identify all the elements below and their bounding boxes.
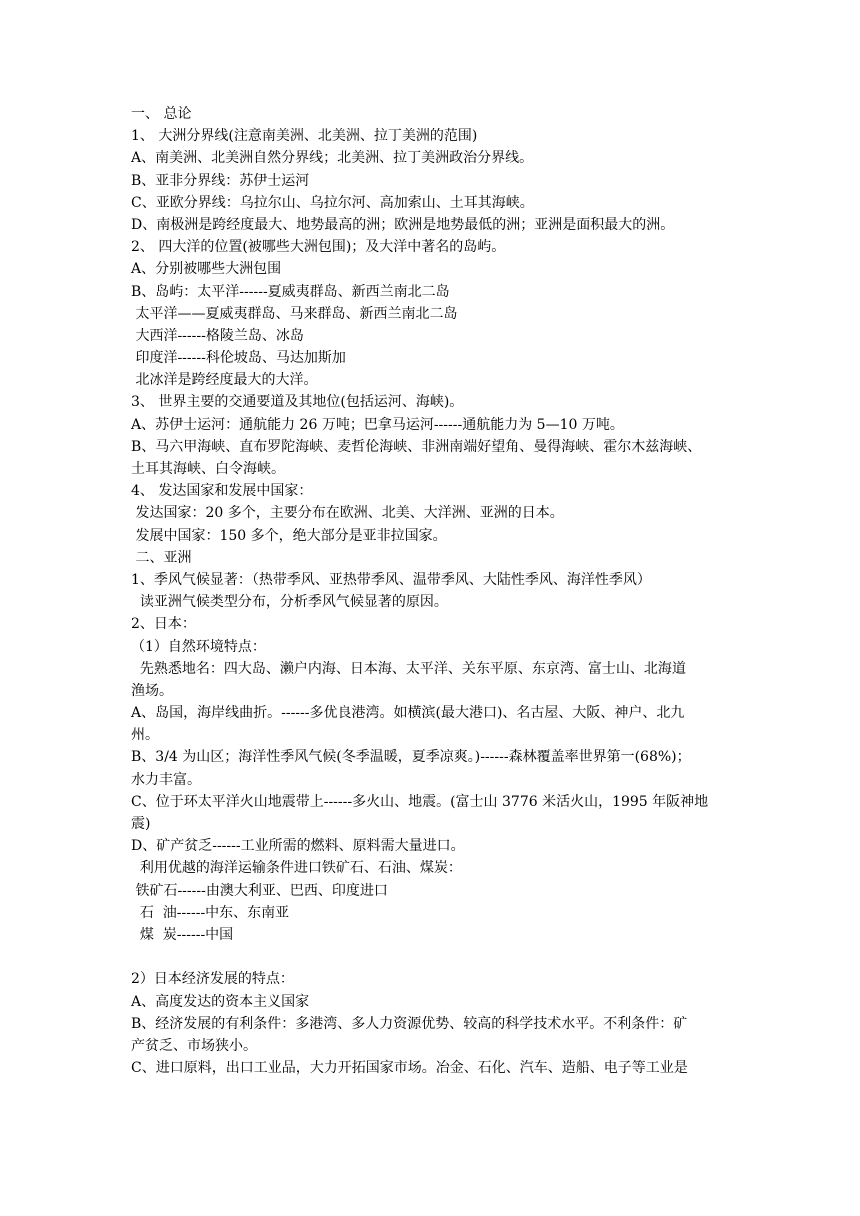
text-line: 州。 — [131, 727, 159, 744]
text-line: 太平洋——夏威夷群岛、马来群岛、新西兰南北二岛 — [131, 305, 458, 322]
text-line: B、3/4 为山区；海洋性季风气候(冬季温暖，夏季凉爽。)------森林覆盖率世界第一(68%)； — [131, 749, 691, 766]
text-line: 4、 发达国家和发展中国家： — [131, 483, 313, 500]
text-line: 发达国家：20 多个，主要分布在欧洲、北美、大洋洲、亚洲的日本。 — [131, 505, 564, 522]
text-line: C、进口原料，出口工业品，大力开拓国家市场。冶金、石化、汽车、造船、电子等工业是 — [131, 1060, 688, 1077]
text-line: 震) — [131, 816, 151, 832]
text-line: A、高度发达的资本主义国家 — [131, 993, 310, 1010]
text-line: B、亚非分界线：苏伊士运河 — [131, 172, 310, 189]
text-line: 发展中国家：150 多个，绝大部分是亚非拉国家。 — [131, 527, 447, 544]
text-line: D、矿产贫乏------工业所需的燃料、原料需大量进口。 — [131, 838, 465, 855]
text-line: 先熟悉地名：四大岛、濑户内海、日本海、太平洋、关东平原、东京湾、富士山、北海道 — [131, 660, 686, 677]
text-line: 3、 世界主要的交通要道及其地位(包括运河、海峡)。 — [131, 394, 464, 411]
text-line: 煤 炭------中国 — [131, 926, 234, 943]
text-line: 印度洋------科伦坡岛、马达加斯加 — [131, 350, 346, 367]
document-body — [131, 103, 737, 1079]
text-line: 二、亚洲 — [131, 549, 192, 566]
text-line: B、经济发展的有利条件：多港湾、多人力资源优势、较高的科学技术水平。不利条件：矿 — [131, 1015, 688, 1032]
text-line: 2、日本： — [131, 616, 196, 633]
text-line: C、亚欧分界线：乌拉尔山、乌拉尔河、高加索山、土耳其海峡。 — [131, 194, 534, 211]
text-line: 利用优越的海洋运输条件进口铁矿石、石油、煤炭： — [131, 860, 462, 877]
text-line: 渔场。 — [131, 682, 173, 699]
text-line: 大西洋------格陵兰岛、冰岛 — [131, 327, 304, 344]
text-line: 1、 大洲分界线(注意南美洲、北美洲、拉丁美洲的范围) — [131, 128, 478, 145]
text-line: 铁矿石------由澳大利亚、巴西、印度进口 — [131, 882, 388, 899]
text-line: A、岛国，海岸线曲折。------多优良港湾。如横滨(最大港口)、名古屋、大阪、神户、北九 — [131, 705, 685, 722]
text-line: 石 油------中东、东南亚 — [131, 904, 290, 921]
text-line: A、苏伊士运河：通航能力 26 万吨；巴拿马运河------通航能力为 5—10 万吨。 — [131, 416, 624, 433]
text-line: 产贫乏、市场狭小。 — [131, 1037, 257, 1054]
text-line: D、南极洲是跨经度最大、地势最高的洲；欧洲是地势最低的洲；亚洲是面积最大的洲。 — [131, 216, 675, 233]
text-line: （1）自然环境特点： — [131, 638, 266, 655]
text-line: 1、季风气候显著：（热带季风、亚热带季风、温带季风、大陆性季风、海洋性季风） — [131, 571, 651, 588]
text-line: 2）日本经济发展的特点： — [131, 971, 294, 988]
blank-line — [131, 946, 737, 968]
text-line: A、南美洲、北美洲自然分界线；北美洲、拉丁美洲政治分界线。 — [131, 150, 534, 167]
text-line: B、岛屿：太平洋------夏威夷群岛、新西兰南北二岛 — [131, 283, 450, 300]
text-line: 2、 四大洋的位置(被哪些大洲包围)；及大洋中著名的岛屿。 — [131, 239, 506, 256]
text-line: 北冰洋是跨经度最大的大洋。 — [131, 372, 318, 389]
text-line: 土耳其海峡、白令海峡。 — [131, 461, 285, 477]
text-line: C、位于环太平洋火山地震带上------多火山、地震。(富士山 3776 米活火山，1995 年阪神地 — [131, 793, 709, 810]
text-line: 读亚洲气候类型分布，分析季风气候显著的原因。 — [131, 594, 448, 611]
text-line: 水力丰富。 — [131, 771, 201, 788]
text-line: B、马六甲海峡、直布罗陀海峡、麦哲伦海峡、非洲南端好望角、曼得海峡、霍尔木兹海峡、 — [131, 438, 702, 455]
text-line: 一、 总论 — [131, 106, 192, 122]
text-line: A、分别被哪些大洲包围 — [131, 261, 282, 278]
